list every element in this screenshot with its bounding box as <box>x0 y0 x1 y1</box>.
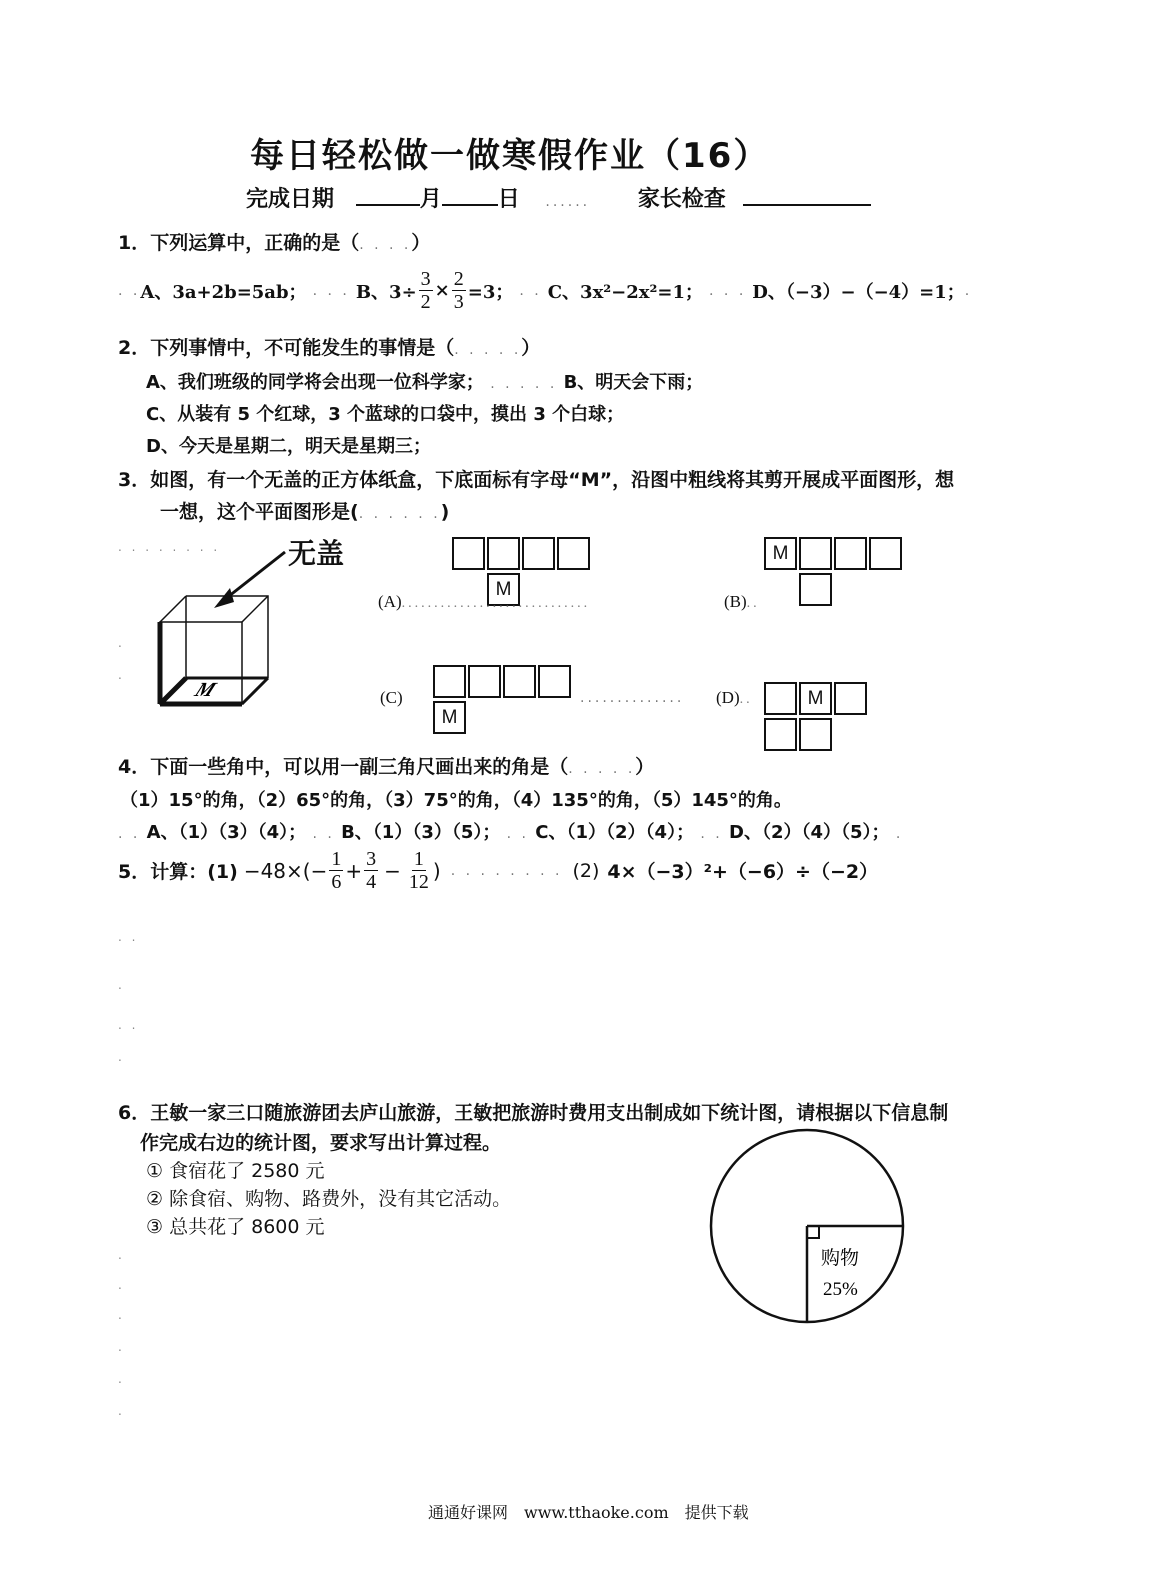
net-option-d-label[interactable]: (D).. <box>716 688 753 707</box>
answer-space-dots-1: . . <box>118 930 139 944</box>
q1-b-fraction-1: $\frac{3}{2}$ <box>420 268 431 313</box>
answer-space-dots-2: . <box>118 978 125 992</box>
page-title: 每日轻松做一做寒假作业（16） <box>250 136 770 176</box>
answer-space-dots-4: . <box>118 1050 125 1064</box>
q1-b-fraction-2: $\frac{2}{3}$ <box>453 268 464 313</box>
q1-option-a[interactable]: A、3a+2b=5ab； <box>140 281 307 303</box>
q5-frac-2: $\frac{3}{4}$ <box>366 848 377 893</box>
q5-row: 5．计算：(1) −48×(− $\frac{1}{6}$ + $\frac{3}{4}$ − $\frac{1}{12}$ ) . . . . . . . . (2) 4×（−3）²+（−6）÷（−2） <box>118 848 879 893</box>
day-blank[interactable] <box>442 184 498 206</box>
q4-option-d[interactable]: D、（2）（4）（5）； <box>729 822 890 843</box>
q6-margin-dots-5: . <box>118 1372 125 1386</box>
q6-item-1: ① 食宿花了 2580 元 <box>146 1160 325 1182</box>
q2-option-c[interactable]: C、从装有 5 个红球，3 个蓝球的口袋中，摸出 3 个白球； <box>146 404 625 425</box>
q2-option-d[interactable]: D、今天是星期二，明天是星期三； <box>146 436 431 457</box>
net-b-m-cell: M <box>764 537 797 570</box>
footer-source: 通通好课网 www.tthaoke.com 提供下载 <box>428 1503 749 1522</box>
q1-options: . . A、3a+2b=5ab； . . . B、3÷ $\frac{3}{2}$ × $\frac{2}{3}$ =3； . . C、3x²−2x²=1； . . . D、（−3）−（−4）=1； . <box>118 268 973 313</box>
q3-stem-line2-text: 一想，这个平面图形是( <box>160 501 359 523</box>
q4-options: . . A、（1）（3）（4）； . . B、（1）（3）（5）； . . C、（1）（2）（4）； . . D、（2）（4）（5）； . <box>118 822 904 843</box>
margin-dots-2: . <box>118 636 125 650</box>
net-c-m-cell: M <box>433 701 466 734</box>
completion-date-line <box>246 182 871 213</box>
q2-stem: 2．下列事情中，不可能发生的事情是（. . . . .） <box>118 337 541 359</box>
q1-b-post: =3； <box>467 281 514 303</box>
right-angle-mark <box>807 1226 819 1238</box>
month-label: 月 <box>419 187 442 212</box>
q1-stem-text: 1．下列运算中，正确的是（ <box>118 232 360 254</box>
pie-slice-percent: 25% <box>823 1279 858 1300</box>
net-c-dots: .............. <box>580 690 685 706</box>
q2-option-b[interactable]: B、明天会下雨； <box>563 372 704 393</box>
q6-margin-dots-1: . <box>118 1248 125 1262</box>
q5-minus: − <box>384 858 401 883</box>
pie-slice-label: 购物 <box>821 1247 860 1269</box>
q3-stem-end: ) <box>440 501 450 523</box>
q1-option-b[interactable] <box>356 268 514 313</box>
arrow-line <box>224 552 285 600</box>
net-a-m-cell: M <box>487 573 520 606</box>
q4-angles: （1）15°的角，（2）65°的角，（3）75°的角，（4）135°的角，（5）145°的角。 <box>120 790 792 811</box>
q1-stem-end: ） <box>411 232 431 254</box>
net-option-a-label[interactable]: (A)............................. <box>378 592 591 611</box>
day-label: 日 <box>497 187 520 212</box>
margin-dots: . . . . . . . . <box>118 540 221 554</box>
month-blank[interactable] <box>356 184 420 206</box>
q6-stem-line2: 作完成右边的统计图，要求写出计算过程。 <box>140 1132 502 1154</box>
open-box-figure <box>150 530 390 710</box>
q4-option-b[interactable]: B、（1）（3）（5）； <box>341 822 501 843</box>
answer-space-dots-3: . . <box>118 1018 139 1032</box>
q2-stem-text: 2．下列事情中，不可能发生的事情是（ <box>118 337 455 359</box>
q2-option-a-row: A、我们班级的同学将会出现一位科学家； . . . . . B、明天会下雨； <box>146 372 704 393</box>
q4-option-a[interactable]: A、（1）（3）（4）； <box>146 822 307 843</box>
q4-stem-text: 4．下面一些角中，可以用一副三角尺画出来的角是（ <box>118 756 569 778</box>
q1-b-times: × <box>434 280 450 301</box>
q6-item-2: ② 除食宿、购物、路费外，没有其它活动。 <box>146 1188 512 1210</box>
q2-stem-end: ） <box>521 337 541 359</box>
q4-option-c[interactable]: C、（1）（2）（4）； <box>535 822 695 843</box>
net-option-b-label[interactable]: (B).. <box>724 592 760 611</box>
spacer-dots: ...... <box>545 194 591 210</box>
q1-b-pre: B、3÷ <box>355 281 417 303</box>
parent-signature-blank[interactable] <box>743 184 871 206</box>
q5-expr2-label: (2) <box>572 859 600 882</box>
q1-stem: 1．下列运算中，正确的是（. . . .） <box>118 232 431 254</box>
parent-check-label: 家长检查 <box>637 187 726 212</box>
margin-dots-3: . <box>118 668 125 682</box>
q6-stem-line1: 6．王敏一家三口随旅游团去庐山旅游，王敏把旅游时费用支出制成如下统计图，请根据以下信息制 <box>118 1102 949 1124</box>
q4-stem-end: ） <box>635 756 655 778</box>
q5-frac-1: $\frac{1}{6}$ <box>331 848 342 893</box>
box-bottom-letter: M <box>191 677 220 701</box>
q5-plus: + <box>345 858 363 883</box>
q6-margin-dots-4: . <box>118 1340 125 1354</box>
q3-stem-line1: 3．如图，有一个无盖的正方体纸盒，下底面标有字母“M”，沿图中粗线将其剪开展成平面图形，想 <box>118 469 955 491</box>
q5-expr1-pre: −48×(− <box>243 858 328 883</box>
q5-stem: 5．计算：(1) <box>118 861 238 883</box>
no-lid-label: 无盖 <box>288 537 345 570</box>
arrow-head-icon <box>214 588 234 608</box>
q5-expr2: 4×（−3）²+（−6）÷（−2） <box>607 861 879 883</box>
q6-item-3: ③ 总共花了 8600 元 <box>146 1216 325 1238</box>
q3-stem-line2: 一想，这个平面图形是(. . . . . .) <box>160 501 450 523</box>
q6-margin-dots-3: . <box>118 1308 125 1322</box>
q1-option-d[interactable]: D、（−3）−（−4）=1； <box>752 281 965 303</box>
net-d-m-cell: M <box>799 682 832 715</box>
q5-expr1-post: ) <box>432 858 441 883</box>
expense-pie-chart <box>707 1128 907 1328</box>
q1-option-c[interactable]: C、3x²−2x²=1； <box>547 281 704 303</box>
q4-stem: 4．下面一些角中，可以用一副三角尺画出来的角是（. . . . .） <box>118 756 655 778</box>
q6-margin-dots-2: . <box>118 1278 125 1292</box>
q5-expr1 <box>244 848 441 893</box>
q2-option-a[interactable]: A、我们班级的同学将会出现一位科学家； <box>146 372 484 393</box>
q6-margin-dots-6: . <box>118 1404 125 1418</box>
net-option-c-label[interactable]: (C) <box>380 688 403 707</box>
date-label: 完成日期 <box>246 187 335 212</box>
q5-frac-3: $\frac{1}{12}$ <box>408 848 429 893</box>
